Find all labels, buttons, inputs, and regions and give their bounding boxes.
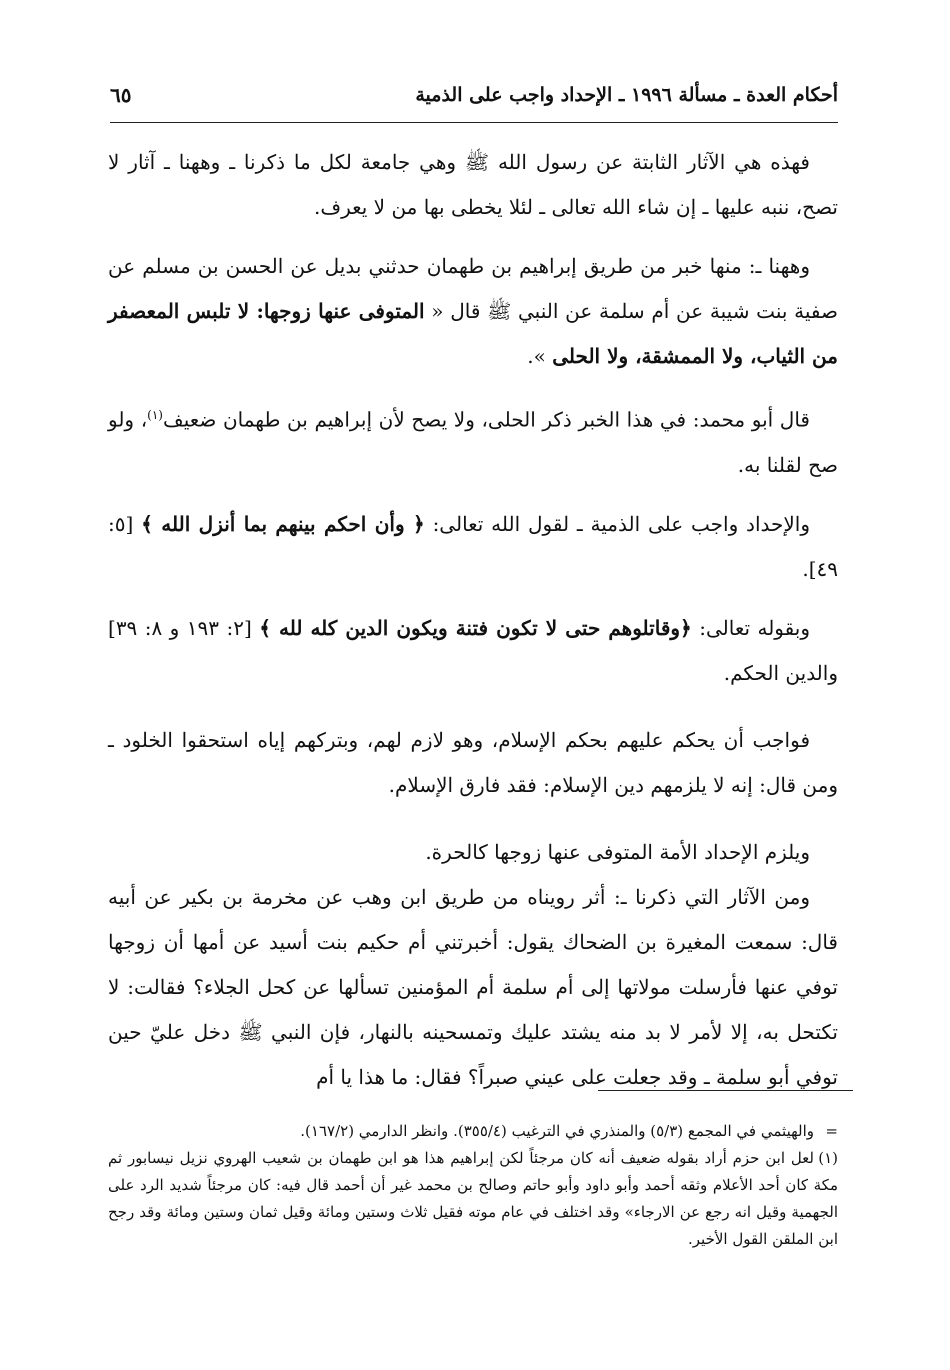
quran-verse-1: ﴿ وأن احكم بينهم بما أنزل الله ﴾ [141,511,425,536]
quran-verse-2: ﴿وقاتلوهم حتى لا تكون فتنة ويكون الدين كله لله ﴾ [259,615,692,640]
paragraph-5-text-a: وبقوله تعالى: [691,615,810,640]
footnote-1-marker: (١) [818,1149,838,1167]
paragraph-6: فواجب أن يحكم عليهم بحكم الإسلام، وهو لازم لهم، وبتركهم إياه استحقوا الخلود ـ ومن قال: إنه لا يلزمهم دين الإسلام: فقد فارق الإسلام. [108,727,838,797]
paragraph-4 [108,502,838,592]
footnotes [108,1118,838,1253]
paragraph-3-text-b: ، ولو صح لقلنا به. [108,407,838,477]
footnote-1-text: لعل ابن حزم أراد بقوله ضعيف أنه كان مرجئاً لكن إبراهيم هذا هو ابن طهمان بن شعيب الهروي نزيل نيسابور ثم مكة كان أحد الأعلام وثقه أحمد وأبو داود وأبو حاتم وصالح بن محمد غير أن أحمد قال فيه: كان مرجئاً شديد الرد على الجهمية وقيل انه رجع عن الارجاء» وقد اختلف في عام موته فقيل ثلاث وستين ومائة وقيل ثمان وستين ومائة وقد رجح ابن الملقن القول الأخير. [108,1149,838,1248]
paragraph-2-text-b: ». [527,344,553,368]
main-text [108,140,838,1100]
paragraph-7: ويلزم الإحداد الأمة المتوفى عنها زوجها كالحرة. [425,839,810,864]
footnote-continuation-text: والهيثمي في المجمع (٥/٣) والمنذري في الترغيب (٣٥٥/٤). وانظر الدارمي (١٦٧/٢). [300,1122,814,1140]
running-header [110,78,838,112]
paragraph-4-text-b: [٥: ٤٩]. [108,511,838,581]
paragraph-5 [108,606,838,696]
header-rule [110,122,838,123]
paragraph-2-text-a: وههنا ـ: منها خبر من طريق إبراهيم بن طهمان حدثني بديل عن الحسن بن مسلم عن صفية بنت شيبة عن أم سلمة عن النبي ﷺ قال « [108,254,838,323]
paragraph-3-text-a: قال أبو محمد: في هذا الخبر ذكر الحلى، ولا يصح لأن إبراهيم بن طهمان ضعيف [162,407,810,432]
paragraph-8: ومن الآثار التي ذكرنا ـ: أثر رويناه من طريق ابن وهب عن مخرمة بن بكير عن أبيه قال: سمعت المغيرة بن الضحاك يقول: أخبرتني أم حكيم بنت أسيد عن أمها أن زوجها توفي عنها فأرسلت مولاتها إلى أم سلمة أم المؤمنين تسألها عن كحل الجلاء؟ فقالت: لا تكتحل به، إلا لأمر لا بد منه يشتد عليك وتمسحينه بالنهار، فإن النبي ﷺ دخل عليّ حين توفي أبو سلمة ـ وقد جعلت على عيني صبراً؟ فقال: ما هذا يا أم [108,884,838,1089]
footnote-continuation-marker: = [825,1122,838,1140]
paragraph-5-text-b: [٢: ١٩٣ و ٨: ٣٩] والدين الحكم. [108,615,838,685]
page-number: ٦٥ [110,83,132,107]
footnote-1 [108,1145,838,1253]
hadith-quote: المتوفى عنها زوجها: لا تلبس المعصفر من الثياب، ولا الممشقة، ولا الحلى [108,299,838,368]
header-title: أحكام العدة ـ مسألة ١٩٩٦ ـ الإحداد واجب على الذمية [415,84,838,106]
paragraph-2 [108,244,838,379]
paragraph-1: فهذه هي الآثار الثابتة عن رسول الله ﷺ وهي جامعة لكل ما ذكرنا ـ وههنا ـ آثار لا تصح، ننبه عليها ـ إن شاء الله تعالى ـ لئلا يخطى بها من لا يعرف. [108,150,838,219]
paragraph-3 [108,393,838,488]
footnote-rule [598,1090,853,1091]
paragraph-4-text-a: والإحداد واجب على الذمية ـ لقول الله تعالى: [424,511,810,536]
footnote-continuation [108,1118,838,1145]
footnote-reference: (١) [147,408,163,422]
